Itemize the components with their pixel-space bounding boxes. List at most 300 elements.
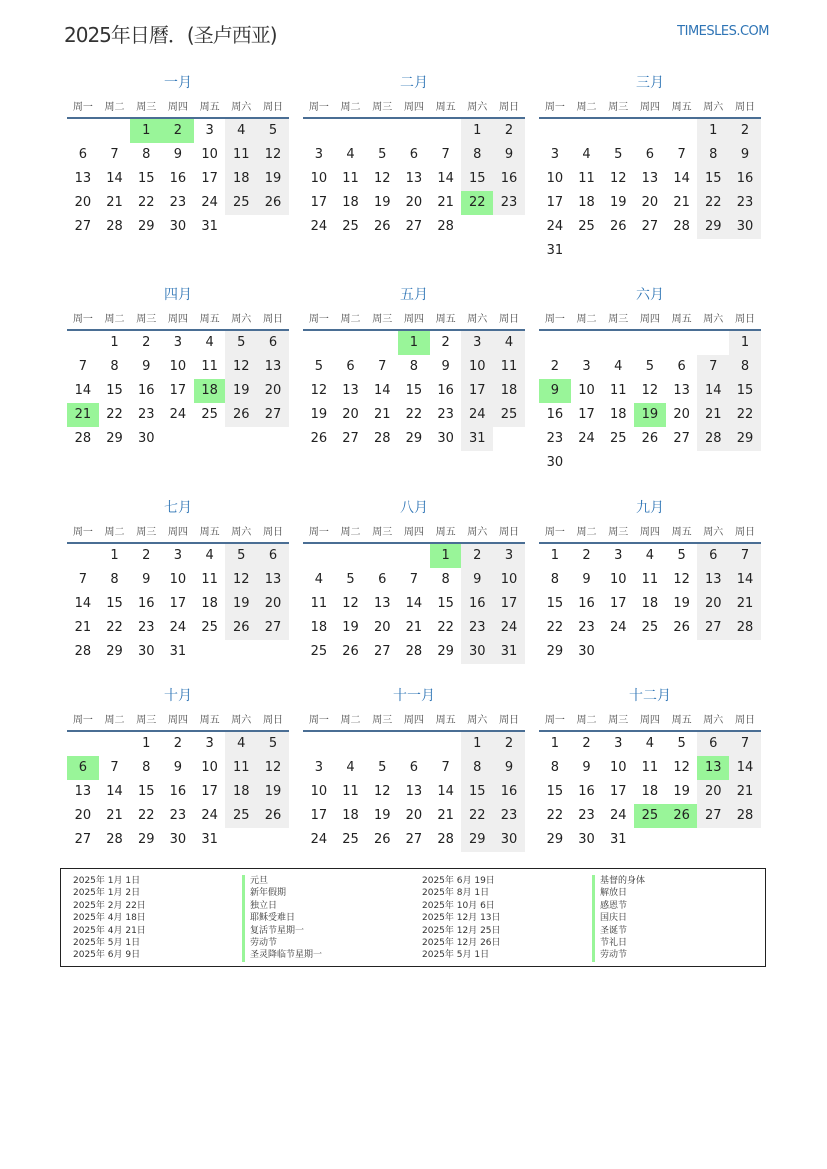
day-cell[interactable]: 15	[546, 784, 564, 799]
day-cell[interactable]: 16	[729, 167, 761, 191]
day-cell[interactable]: 8	[142, 147, 151, 162]
day-cell[interactable]: 15	[546, 596, 564, 611]
day-cell[interactable]: 16	[137, 596, 155, 611]
day-cell[interactable]: 17	[201, 784, 218, 799]
day-cell[interactable]: 27	[373, 644, 391, 659]
day-cell[interactable]: 8	[461, 143, 493, 167]
day-cell[interactable]: 14	[106, 171, 123, 186]
day-cell[interactable]: 28	[437, 219, 454, 234]
day-cell[interactable]: 21	[437, 808, 454, 823]
day-cell[interactable]: 1	[697, 119, 729, 143]
day-cell[interactable]: 8	[697, 143, 729, 167]
day-cell[interactable]: 23	[493, 191, 525, 215]
day-cell[interactable]: 6	[78, 147, 87, 162]
day-cell[interactable]: 13	[342, 383, 359, 398]
day-cell[interactable]: 3	[205, 123, 214, 138]
day-cell[interactable]: 18	[342, 808, 359, 823]
day-cell[interactable]: 29	[106, 431, 123, 446]
day-cell[interactable]: 19	[609, 195, 627, 210]
day-cell[interactable]: 29	[546, 644, 564, 659]
day-cell[interactable]: 1	[110, 548, 119, 563]
day-cell[interactable]: 10	[578, 383, 595, 398]
day-cell[interactable]: 24	[169, 620, 187, 635]
day-cell[interactable]: 17	[201, 171, 218, 186]
day-cell[interactable]: 31	[461, 427, 493, 451]
holiday-day-cell[interactable]: 2	[162, 119, 194, 143]
day-cell[interactable]: 21	[729, 592, 761, 616]
day-cell[interactable]: 17	[169, 383, 187, 398]
day-cell[interactable]: 23	[169, 195, 187, 210]
day-cell[interactable]: 4	[614, 359, 623, 374]
day-cell[interactable]: 28	[729, 804, 761, 828]
day-cell[interactable]: 23	[137, 407, 155, 422]
day-cell[interactable]: 13	[74, 784, 92, 799]
day-cell[interactable]: 15	[697, 167, 729, 191]
day-cell[interactable]: 31	[546, 243, 564, 258]
day-cell[interactable]: 1	[461, 732, 493, 756]
day-cell[interactable]: 14	[697, 379, 729, 403]
day-cell[interactable]: 25	[578, 219, 595, 234]
day-cell[interactable]: 8	[110, 572, 119, 587]
day-cell[interactable]: 16	[169, 784, 187, 799]
day-cell[interactable]: 23	[461, 616, 493, 640]
day-cell[interactable]: 31	[493, 640, 525, 664]
day-cell[interactable]: 29	[137, 832, 155, 847]
day-cell[interactable]: 20	[373, 620, 391, 635]
day-cell[interactable]: 5	[614, 147, 623, 162]
day-cell[interactable]: 15	[137, 171, 155, 186]
day-cell[interactable]: 27	[74, 219, 92, 234]
day-cell[interactable]: 3	[582, 359, 591, 374]
day-cell[interactable]: 16	[493, 780, 525, 804]
day-cell[interactable]: 11	[310, 596, 328, 611]
day-cell[interactable]: 7	[677, 147, 686, 162]
day-cell[interactable]: 9	[142, 572, 151, 587]
day-cell[interactable]: 27	[74, 832, 92, 847]
day-cell[interactable]: 1	[461, 119, 493, 143]
day-cell[interactable]: 8	[409, 359, 419, 374]
day-cell[interactable]: 3	[314, 147, 323, 162]
day-cell[interactable]: 23	[578, 620, 595, 635]
day-cell[interactable]: 28	[106, 219, 123, 234]
day-cell[interactable]: 26	[310, 431, 328, 446]
day-cell[interactable]: 26	[257, 191, 289, 215]
day-cell[interactable]: 12	[257, 143, 289, 167]
day-cell[interactable]: 20	[405, 195, 423, 210]
day-cell[interactable]: 1	[110, 335, 119, 350]
day-cell[interactable]: 10	[493, 568, 525, 592]
day-cell[interactable]: 21	[106, 808, 123, 823]
day-cell[interactable]: 6	[677, 359, 686, 374]
day-cell[interactable]: 3	[550, 147, 559, 162]
day-cell[interactable]: 25	[609, 431, 627, 446]
day-cell[interactable]: 3	[205, 736, 214, 751]
day-cell[interactable]: 16	[546, 407, 564, 422]
day-cell[interactable]: 28	[106, 832, 123, 847]
day-cell[interactable]: 3	[493, 544, 525, 568]
day-cell[interactable]: 28	[74, 431, 92, 446]
day-cell[interactable]: 4	[346, 147, 355, 162]
day-cell[interactable]: 13	[405, 784, 423, 799]
day-cell[interactable]: 6	[697, 732, 729, 756]
day-cell[interactable]: 17	[461, 379, 493, 403]
day-cell[interactable]: 7	[110, 147, 119, 162]
day-cell[interactable]: 9	[493, 143, 525, 167]
day-cell[interactable]: 12	[609, 171, 627, 186]
day-cell[interactable]: 14	[373, 383, 391, 398]
day-cell[interactable]: 31	[201, 219, 218, 234]
day-cell[interactable]: 21	[729, 780, 761, 804]
holiday-day-cell[interactable]: 18	[194, 379, 226, 403]
day-cell[interactable]: 2	[142, 335, 151, 350]
day-cell[interactable]: 24	[609, 620, 627, 635]
day-cell[interactable]: 4	[205, 548, 214, 563]
day-cell[interactable]: 23	[169, 808, 187, 823]
day-cell[interactable]: 29	[137, 219, 155, 234]
day-cell[interactable]: 4	[346, 760, 355, 775]
day-cell[interactable]: 19	[257, 780, 289, 804]
day-cell[interactable]: 24	[578, 431, 595, 446]
day-cell[interactable]: 31	[609, 832, 627, 847]
day-cell[interactable]: 20	[641, 195, 659, 210]
day-cell[interactable]: 9	[441, 359, 450, 374]
day-cell[interactable]: 30	[461, 640, 493, 664]
day-cell[interactable]: 4	[645, 548, 655, 563]
day-cell[interactable]: 16	[461, 592, 493, 616]
day-cell[interactable]: 10	[201, 147, 218, 162]
day-cell[interactable]: 25	[310, 644, 328, 659]
day-cell[interactable]: 12	[673, 760, 690, 775]
day-cell[interactable]: 11	[641, 572, 659, 587]
day-cell[interactable]: 20	[697, 592, 729, 616]
day-cell[interactable]: 10	[310, 171, 328, 186]
day-cell[interactable]: 18	[225, 780, 257, 804]
day-cell[interactable]: 5	[225, 544, 257, 568]
day-cell[interactable]: 1	[550, 548, 559, 563]
day-cell[interactable]: 17	[546, 195, 564, 210]
day-cell[interactable]: 3	[614, 736, 623, 751]
day-cell[interactable]: 11	[342, 784, 359, 799]
day-cell[interactable]: 13	[405, 171, 423, 186]
day-cell[interactable]: 15	[729, 379, 761, 403]
day-cell[interactable]: 24	[201, 195, 218, 210]
day-cell[interactable]: 20	[74, 808, 92, 823]
day-cell[interactable]: 24	[493, 616, 525, 640]
day-cell[interactable]: 21	[673, 195, 690, 210]
day-cell[interactable]: 9	[493, 756, 525, 780]
day-cell[interactable]: 7	[378, 359, 387, 374]
day-cell[interactable]: 6	[257, 331, 289, 355]
day-cell[interactable]: 2	[729, 119, 761, 143]
day-cell[interactable]: 24	[201, 808, 218, 823]
day-cell[interactable]: 31	[201, 832, 218, 847]
day-cell[interactable]: 30	[437, 431, 454, 446]
day-cell[interactable]: 30	[169, 219, 187, 234]
day-cell[interactable]: 22	[546, 620, 564, 635]
day-cell[interactable]: 20	[342, 407, 359, 422]
day-cell[interactable]: 5	[257, 119, 289, 143]
day-cell[interactable]: 20	[257, 592, 289, 616]
day-cell[interactable]: 27	[257, 616, 289, 640]
day-cell[interactable]: 5	[346, 572, 355, 587]
day-cell[interactable]: 5	[257, 732, 289, 756]
day-cell[interactable]: 7	[409, 572, 419, 587]
day-cell[interactable]: 16	[578, 784, 595, 799]
day-cell[interactable]: 3	[173, 548, 183, 563]
day-cell[interactable]: 20	[74, 195, 92, 210]
day-cell[interactable]: 21	[697, 403, 729, 427]
day-cell[interactable]: 4	[582, 147, 591, 162]
day-cell[interactable]: 1	[142, 736, 151, 751]
day-cell[interactable]: 22	[106, 620, 123, 635]
day-cell[interactable]: 25	[342, 219, 359, 234]
day-cell[interactable]: 14	[405, 596, 423, 611]
day-cell[interactable]: 5	[225, 331, 257, 355]
day-cell[interactable]: 3	[461, 331, 493, 355]
day-cell[interactable]: 17	[609, 596, 627, 611]
day-cell[interactable]: 17	[493, 592, 525, 616]
day-cell[interactable]: 15	[405, 383, 423, 398]
day-cell[interactable]: 26	[225, 403, 257, 427]
day-cell[interactable]: 24	[310, 219, 328, 234]
day-cell[interactable]: 4	[493, 331, 525, 355]
day-cell[interactable]: 26	[609, 219, 627, 234]
day-cell[interactable]: 3	[173, 335, 183, 350]
day-cell[interactable]: 24	[310, 832, 328, 847]
day-cell[interactable]: 29	[437, 644, 454, 659]
day-cell[interactable]: 5	[378, 760, 387, 775]
day-cell[interactable]: 13	[673, 383, 690, 398]
day-cell[interactable]: 5	[677, 736, 686, 751]
day-cell[interactable]: 19	[225, 379, 257, 403]
day-cell[interactable]: 12	[225, 355, 257, 379]
day-cell[interactable]: 25	[493, 403, 525, 427]
day-cell[interactable]: 17	[578, 407, 595, 422]
day-cell[interactable]: 13	[257, 355, 289, 379]
day-cell[interactable]: 26	[373, 832, 391, 847]
day-cell[interactable]: 15	[437, 596, 454, 611]
day-cell[interactable]: 30	[137, 644, 155, 659]
day-cell[interactable]: 7	[78, 572, 87, 587]
day-cell[interactable]: 11	[493, 355, 525, 379]
day-cell[interactable]: 21	[405, 620, 423, 635]
day-cell[interactable]: 20	[257, 379, 289, 403]
day-cell[interactable]: 22	[697, 191, 729, 215]
day-cell[interactable]: 13	[641, 171, 659, 186]
day-cell[interactable]: 17	[310, 808, 328, 823]
day-cell[interactable]: 9	[173, 760, 183, 775]
day-cell[interactable]: 8	[550, 760, 559, 775]
day-cell[interactable]: 8	[142, 760, 151, 775]
day-cell[interactable]: 22	[137, 808, 155, 823]
day-cell[interactable]: 7	[729, 544, 761, 568]
day-cell[interactable]: 14	[673, 171, 690, 186]
day-cell[interactable]: 12	[641, 383, 659, 398]
holiday-day-cell[interactable]: 6	[67, 756, 99, 780]
day-cell[interactable]: 23	[546, 431, 564, 446]
day-cell[interactable]: 11	[342, 171, 359, 186]
day-cell[interactable]: 17	[169, 596, 187, 611]
day-cell[interactable]: 19	[225, 592, 257, 616]
day-cell[interactable]: 9	[173, 147, 183, 162]
day-cell[interactable]: 14	[74, 596, 92, 611]
day-cell[interactable]: 5	[314, 359, 323, 374]
day-cell[interactable]: 12	[342, 596, 359, 611]
day-cell[interactable]: 15	[461, 167, 493, 191]
day-cell[interactable]: 3	[314, 760, 323, 775]
day-cell[interactable]: 23	[729, 191, 761, 215]
day-cell[interactable]: 13	[74, 171, 92, 186]
day-cell[interactable]: 27	[405, 219, 423, 234]
day-cell[interactable]: 13	[697, 568, 729, 592]
day-cell[interactable]: 24	[546, 219, 564, 234]
day-cell[interactable]: 30	[546, 455, 564, 470]
day-cell[interactable]: 14	[729, 756, 761, 780]
day-cell[interactable]: 20	[405, 808, 423, 823]
day-cell[interactable]: 7	[78, 359, 87, 374]
day-cell[interactable]: 21	[373, 407, 391, 422]
day-cell[interactable]: 3	[614, 548, 623, 563]
holiday-day-cell[interactable]: 13	[697, 756, 729, 780]
day-cell[interactable]: 14	[437, 171, 454, 186]
day-cell[interactable]: 16	[437, 383, 454, 398]
day-cell[interactable]: 15	[106, 383, 123, 398]
day-cell[interactable]: 2	[461, 544, 493, 568]
day-cell[interactable]: 19	[257, 167, 289, 191]
day-cell[interactable]: 27	[697, 804, 729, 828]
day-cell[interactable]: 17	[310, 195, 328, 210]
day-cell[interactable]: 12	[373, 171, 391, 186]
day-cell[interactable]: 25	[201, 620, 218, 635]
day-cell[interactable]: 13	[373, 596, 391, 611]
day-cell[interactable]: 9	[582, 572, 591, 587]
day-cell[interactable]: 23	[137, 620, 155, 635]
holiday-day-cell[interactable]: 19	[634, 403, 666, 427]
day-cell[interactable]: 4	[225, 732, 257, 756]
day-cell[interactable]: 10	[201, 760, 218, 775]
day-cell[interactable]: 25	[201, 407, 218, 422]
day-cell[interactable]: 26	[641, 431, 659, 446]
day-cell[interactable]: 12	[673, 572, 690, 587]
day-cell[interactable]: 24	[609, 808, 627, 823]
day-cell[interactable]: 29	[729, 427, 761, 451]
day-cell[interactable]: 30	[578, 832, 595, 847]
day-cell[interactable]: 14	[729, 568, 761, 592]
day-cell[interactable]: 27	[405, 832, 423, 847]
day-cell[interactable]: 28	[405, 644, 423, 659]
day-cell[interactable]: 29	[405, 431, 423, 446]
day-cell[interactable]: 18	[641, 596, 659, 611]
day-cell[interactable]: 30	[578, 644, 595, 659]
day-cell[interactable]: 19	[310, 407, 328, 422]
day-cell[interactable]: 11	[225, 143, 257, 167]
day-cell[interactable]: 28	[373, 431, 391, 446]
day-cell[interactable]: 28	[437, 832, 454, 847]
holiday-day-cell[interactable]: 9	[539, 379, 571, 403]
day-cell[interactable]: 10	[546, 171, 564, 186]
day-cell[interactable]: 28	[697, 427, 729, 451]
day-cell[interactable]: 7	[441, 760, 450, 775]
day-cell[interactable]: 9	[142, 359, 151, 374]
day-cell[interactable]: 21	[437, 195, 454, 210]
holiday-day-cell[interactable]: 26	[666, 804, 698, 828]
day-cell[interactable]: 25	[342, 832, 359, 847]
day-cell[interactable]: 18	[310, 620, 328, 635]
day-cell[interactable]: 16	[493, 167, 525, 191]
day-cell[interactable]: 21	[106, 195, 123, 210]
day-cell[interactable]: 19	[373, 195, 391, 210]
holiday-day-cell[interactable]: 1	[130, 119, 162, 143]
day-cell[interactable]: 23	[493, 804, 525, 828]
day-cell[interactable]: 11	[225, 756, 257, 780]
day-cell[interactable]: 9	[729, 143, 761, 167]
day-cell[interactable]: 16	[578, 596, 595, 611]
day-cell[interactable]: 26	[257, 804, 289, 828]
day-cell[interactable]: 4	[314, 572, 323, 587]
day-cell[interactable]: 18	[609, 407, 627, 422]
day-cell[interactable]: 8	[729, 355, 761, 379]
day-cell[interactable]: 8	[441, 572, 450, 587]
day-cell[interactable]: 28	[729, 616, 761, 640]
day-cell[interactable]: 1	[729, 331, 761, 355]
day-cell[interactable]: 7	[697, 355, 729, 379]
day-cell[interactable]: 25	[225, 804, 257, 828]
day-cell[interactable]: 22	[137, 195, 155, 210]
day-cell[interactable]: 22	[437, 620, 454, 635]
day-cell[interactable]: 13	[257, 568, 289, 592]
day-cell[interactable]: 2	[582, 548, 591, 563]
day-cell[interactable]: 22	[405, 407, 423, 422]
day-cell[interactable]: 29	[697, 215, 729, 239]
day-cell[interactable]: 14	[437, 784, 454, 799]
day-cell[interactable]: 23	[437, 407, 454, 422]
day-cell[interactable]: 1	[550, 736, 559, 751]
day-cell[interactable]: 8	[461, 756, 493, 780]
day-cell[interactable]: 14	[74, 383, 92, 398]
day-cell[interactable]: 10	[169, 572, 187, 587]
day-cell[interactable]: 22	[729, 403, 761, 427]
day-cell[interactable]: 12	[225, 568, 257, 592]
day-cell[interactable]: 7	[110, 760, 119, 775]
day-cell[interactable]: 19	[342, 620, 359, 635]
day-cell[interactable]: 7	[729, 732, 761, 756]
day-cell[interactable]: 15	[106, 596, 123, 611]
day-cell[interactable]: 28	[673, 219, 690, 234]
day-cell[interactable]: 26	[342, 644, 359, 659]
day-cell[interactable]: 10	[609, 760, 627, 775]
day-cell[interactable]: 25	[641, 620, 659, 635]
day-cell[interactable]: 6	[409, 760, 419, 775]
day-cell[interactable]: 30	[169, 832, 187, 847]
day-cell[interactable]: 10	[169, 359, 187, 374]
holiday-day-cell[interactable]: 22	[461, 191, 493, 215]
holiday-day-cell[interactable]: 1	[430, 544, 462, 568]
day-cell[interactable]: 2	[441, 335, 450, 350]
day-cell[interactable]: 18	[641, 784, 659, 799]
day-cell[interactable]: 6	[645, 147, 655, 162]
day-cell[interactable]: 18	[342, 195, 359, 210]
day-cell[interactable]: 24	[461, 403, 493, 427]
day-cell[interactable]: 21	[74, 620, 92, 635]
day-cell[interactable]: 26	[373, 219, 391, 234]
day-cell[interactable]: 5	[645, 359, 655, 374]
day-cell[interactable]: 17	[609, 784, 627, 799]
day-cell[interactable]: 4	[225, 119, 257, 143]
day-cell[interactable]: 19	[373, 808, 391, 823]
day-cell[interactable]: 2	[173, 736, 183, 751]
holiday-day-cell[interactable]: 25	[634, 804, 666, 828]
day-cell[interactable]: 18	[201, 596, 218, 611]
